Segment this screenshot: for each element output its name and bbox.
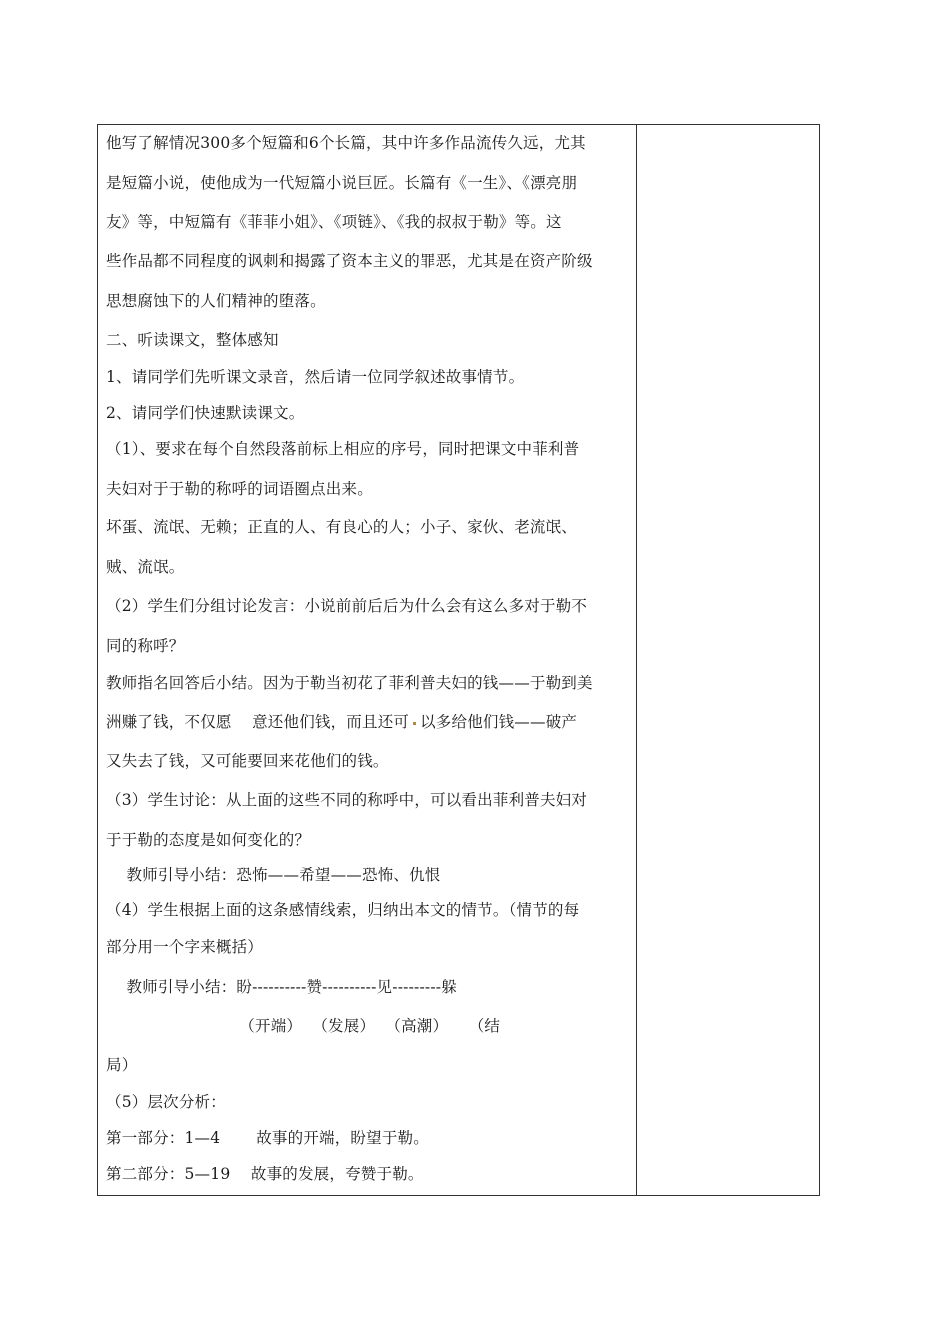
text-line: 教师引导小结：盼----------赞----------见---------躲 xyxy=(106,978,457,996)
text-line: 些作品都不同程度的讽刺和揭露了资本主义的罪恶，尤其是在资产阶级 xyxy=(106,252,593,270)
text-line: 1、请同学们先听课文录音，然后请一位同学叙述故事情节。 xyxy=(106,368,525,386)
text-line: 洲赚了钱，不仅愿 意还他们钱，而且还可 以多给他们钱——破产 xyxy=(106,713,578,731)
text-line: 2、请同学们快速默读课文。 xyxy=(106,404,305,422)
main-content-cell xyxy=(98,125,636,1195)
text-line: （2）学生们分组讨论发言：小说前前后后为什么会有这么多对于勒不 xyxy=(106,597,588,615)
text-line: 第一部分：1—4 故事的开端，盼望于勒。 xyxy=(106,1129,429,1147)
text-line: 教师指名回答后小结。因为于勒当初花了菲利普夫妇的钱——于勒到美 xyxy=(106,674,593,692)
text-line: （1）、要求在每个自然段落前标上相应的序号，同时把课文中菲利普 xyxy=(106,440,580,458)
stray-mark xyxy=(413,722,416,725)
text-line: 友》等，中短篇有《菲菲小姐》、《项链》、《我的叔叔于勒》等。这 xyxy=(106,213,562,231)
text-line: 贼、流氓。 xyxy=(106,558,185,576)
text-line: 思想腐蚀下的人们精神的堕落。 xyxy=(106,292,326,310)
text-line: 于于勒的态度是如何变化的？ xyxy=(106,831,311,849)
text-line: （4）学生根据上面的这条感情线索，归纳出本文的情节。（情节的每 xyxy=(106,901,580,919)
text-line: 坏蛋、流氓、无赖；正直的人、有良心的人；小子、家伙、老流氓、 xyxy=(106,518,578,536)
text-line: 又失去了钱，又可能要回来花他们的钱。 xyxy=(106,752,389,770)
text-line: 他写了解情况300多个短篇和6个长篇，其中许多作品流传久远，尤其 xyxy=(106,134,586,152)
text-line: 是短篇小说，使他成为一代短篇小说巨匠。长篇有《一生》、《漂亮朋 xyxy=(106,174,578,192)
text-line: （5）层次分析： xyxy=(106,1093,226,1111)
text-line: （3）学生讨论：从上面的这些不同的称呼中，可以看出菲利普夫妇对 xyxy=(106,791,588,809)
lesson-plan-table xyxy=(97,124,820,1196)
section-heading: 二、听读课文，整体感知 xyxy=(106,331,279,349)
text-line: 局） xyxy=(106,1056,138,1074)
text-line: 同的称呼？ xyxy=(106,637,185,655)
text-line: 教师引导小结：恐怖——希望——恐怖、仇恨 xyxy=(106,866,441,884)
text-line: 夫妇对于于勒的称呼的词语圈点出来。 xyxy=(106,480,373,498)
notes-cell xyxy=(637,125,819,1195)
text-line: （开端） （发展） （高潮） （结 xyxy=(106,1017,501,1035)
text-line: 第二部分：5—19 故事的发展，夸赞于勒。 xyxy=(106,1165,424,1183)
text-line: 部分用一个字来概括） xyxy=(106,938,264,956)
